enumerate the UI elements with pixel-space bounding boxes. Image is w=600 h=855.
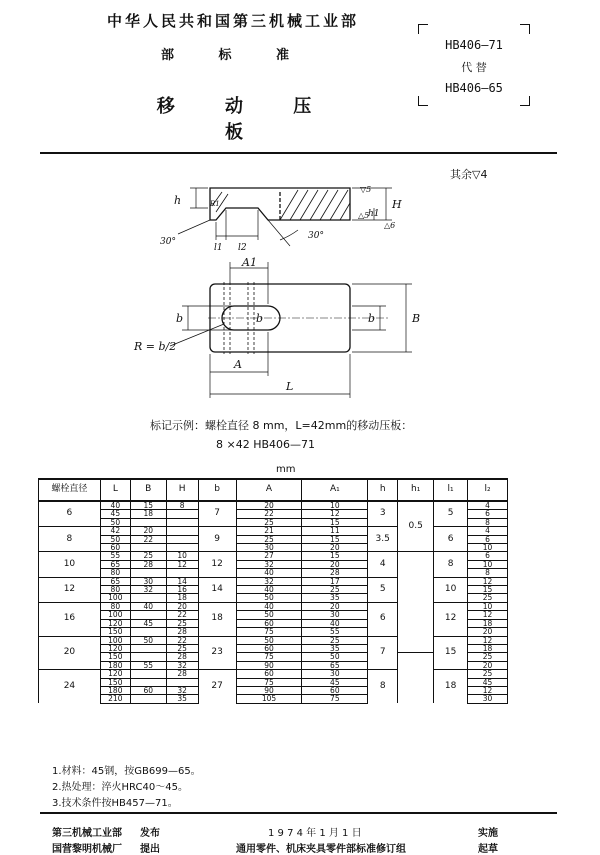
table-cell: 8 — [468, 569, 508, 577]
table-cell: 20 — [468, 628, 508, 636]
table-cell: 12 — [302, 510, 368, 518]
table-cell: 100 — [100, 594, 130, 602]
label-A1: A1 — [242, 256, 257, 269]
table-cell: 6 — [468, 535, 508, 543]
table-cell: 16 — [166, 586, 198, 594]
table-header-row — [39, 479, 508, 501]
table-cell: 22 — [166, 611, 198, 619]
table-cell: 40 — [130, 602, 166, 610]
label-roughness-5: ▽5 — [360, 185, 372, 194]
table-cell: 80 — [100, 569, 130, 577]
table-cell: 5 — [434, 501, 468, 527]
table-cell: 18 — [468, 644, 508, 652]
table-cell: 55 — [130, 661, 166, 669]
table-cell: 15 — [302, 535, 368, 543]
col-h: h — [368, 479, 398, 501]
table-cell: 15 — [434, 636, 468, 670]
label-angle-left: 30° — [160, 237, 176, 247]
table-cell: 12 — [468, 611, 508, 619]
table-cell: 25 — [468, 594, 508, 602]
col-b: b — [198, 479, 236, 501]
table-cell — [398, 552, 434, 653]
table-cell: 3 — [368, 501, 398, 527]
table-cell: 30 — [236, 544, 302, 552]
effective-label: 实施 — [478, 828, 498, 839]
table-cell: 10 — [468, 602, 508, 610]
table-cell: 150 — [100, 628, 130, 636]
table-row — [39, 527, 508, 535]
table-cell — [166, 569, 198, 577]
standard-code: HB406—71 — [445, 38, 503, 52]
table-cell: 80 — [100, 602, 130, 610]
table-cell: 40 — [236, 569, 302, 577]
table-cell: 65 — [100, 560, 130, 568]
table-cell: 12 — [198, 552, 236, 577]
table-cell: 8 — [368, 670, 398, 704]
marking-example — [150, 416, 412, 454]
table-cell: 15 — [130, 501, 166, 510]
table-cell: 75 — [236, 628, 302, 636]
table-cell: 210 — [100, 695, 130, 703]
label-l1: l1 — [214, 243, 223, 253]
table-cell: 12 — [39, 577, 101, 602]
organization-name: 中华人民共和国第三机械工业部 — [106, 12, 359, 30]
table-cell: 12 — [468, 577, 508, 585]
table-cell: 16 — [39, 602, 101, 636]
table-cell: 15 — [302, 552, 368, 560]
table-cell: 12 — [468, 636, 508, 644]
table-cell: 50 — [236, 594, 302, 602]
table-cell: 28 — [166, 628, 198, 636]
table-cell: 30 — [130, 577, 166, 585]
note-material: 1.材料：45钢，按GB699—65。 — [52, 766, 201, 777]
table-cell: 25 — [468, 670, 508, 678]
table-cell — [166, 510, 198, 518]
table-cell: 25 — [302, 636, 368, 644]
table-cell: 6 — [468, 552, 508, 560]
table-cell: 18 — [468, 619, 508, 627]
table-cell: 32 — [236, 560, 302, 568]
table-cell: 25 — [166, 619, 198, 627]
label-R1: R1 — [210, 200, 220, 208]
table-cell: 55 — [100, 552, 130, 560]
table-cell: 35 — [302, 594, 368, 602]
table-cell: 5 — [368, 577, 398, 602]
table-cell: 14 — [198, 577, 236, 602]
table-cell: 50 — [236, 636, 302, 644]
table-cell: 45 — [100, 510, 130, 518]
table-cell: 60 — [100, 544, 130, 552]
table-cell — [166, 518, 198, 526]
table-cell: 6 — [434, 527, 468, 552]
table-cell: 4 — [468, 527, 508, 535]
draft-label: 起草 — [478, 844, 498, 855]
table-cell: 40 — [100, 501, 130, 510]
table-cell: 22 — [166, 636, 198, 644]
table-cell: 28 — [166, 653, 198, 661]
technical-drawing — [130, 178, 450, 408]
table-cell: 25 — [236, 518, 302, 526]
table-cell: 0.5 — [398, 501, 434, 552]
col-bolt-diameter: 螺栓直径 — [39, 479, 101, 501]
table-cell: 45 — [468, 678, 508, 686]
table-cell: 65 — [302, 661, 368, 669]
table-cell: 10 — [302, 501, 368, 510]
roughness-note: 其余▽4 — [450, 168, 488, 181]
table-cell: 20 — [39, 636, 101, 670]
table-cell: 60 — [302, 686, 368, 694]
table-cell: 20 — [236, 501, 302, 510]
table-cell: 8 — [468, 518, 508, 526]
table-cell: 28 — [130, 560, 166, 568]
drafting-group: 通用零件、机床夹具零件部标准修订组 — [236, 844, 406, 855]
table-cell: 42 — [100, 527, 130, 535]
note-heat-treatment: 2.热处理：淬火HRC40～45。 — [52, 782, 188, 793]
issue-label: 发布 — [140, 828, 160, 839]
table-unit: mm — [276, 464, 296, 475]
table-cell: 90 — [236, 686, 302, 694]
replaced-code: HB406—65 — [445, 81, 503, 95]
table-cell: 18 — [434, 670, 468, 704]
table-cell: 50 — [236, 611, 302, 619]
table-cell: 75 — [236, 653, 302, 661]
table-cell: 15 — [468, 586, 508, 594]
table-cell: 100 — [100, 636, 130, 644]
table-cell: 55 — [302, 628, 368, 636]
label-b-right: b — [368, 312, 376, 325]
table-cell: 120 — [100, 619, 130, 627]
example-line-2: 8 ×42 HB406—71 — [216, 438, 316, 451]
label-h: h — [174, 194, 182, 207]
table-cell: 4 — [468, 501, 508, 510]
table-cell: 20 — [130, 527, 166, 535]
table-cell: 60 — [236, 619, 302, 627]
label-angle-right: 30° — [308, 231, 324, 241]
table-cell: 10 — [166, 552, 198, 560]
table-cell — [398, 653, 434, 703]
table-cell: 80 — [100, 586, 130, 594]
table-cell: 23 — [198, 636, 236, 670]
issuer: 第三机械工业部 — [52, 828, 122, 839]
table-cell: 32 — [130, 586, 166, 594]
table-cell: 180 — [100, 661, 130, 669]
label-R: R = b/2 — [134, 340, 177, 353]
table-cell — [130, 644, 166, 652]
col-H: H — [166, 479, 198, 501]
table-cell: 35 — [166, 695, 198, 703]
col-h1: h₁ — [398, 479, 434, 501]
table-cell: 28 — [302, 569, 368, 577]
table-cell: 8 — [166, 501, 198, 510]
table-cell: 25 — [302, 586, 368, 594]
table-cell: 40 — [236, 586, 302, 594]
table-cell — [166, 535, 198, 543]
table-cell: 28 — [166, 670, 198, 678]
table-cell: 45 — [302, 678, 368, 686]
table-cell — [130, 670, 166, 678]
label-b-left: b — [176, 312, 184, 325]
table-cell: 27 — [236, 552, 302, 560]
table-cell: 18 — [198, 602, 236, 636]
table-cell: 50 — [302, 653, 368, 661]
table-cell: 21 — [236, 527, 302, 535]
table-cell: 12 — [468, 686, 508, 694]
col-l1: l₁ — [434, 479, 468, 501]
issue-date: 1 9 7 4 年 1 月 1 日 — [268, 828, 362, 839]
table-cell: 40 — [302, 619, 368, 627]
table-cell: 20 — [468, 661, 508, 669]
table-cell: 20 — [166, 602, 198, 610]
document-title: 移 动 压 板 — [156, 96, 334, 143]
table-cell — [130, 569, 166, 577]
table-cell: 60 — [236, 644, 302, 652]
technical-notes — [52, 764, 201, 812]
drawing-labels — [133, 185, 420, 393]
standard-code-box — [418, 24, 530, 106]
replaces-label: 代 替 — [461, 61, 487, 74]
table-cell: 30 — [302, 670, 368, 678]
table-cell: 6 — [368, 602, 398, 636]
table-cell: 18 — [130, 510, 166, 518]
table-cell: 10 — [468, 544, 508, 552]
table-cell — [166, 527, 198, 535]
label-L: L — [286, 380, 294, 393]
table-cell — [130, 653, 166, 661]
table-cell: 120 — [100, 644, 130, 652]
table-cell: 22 — [130, 535, 166, 543]
table-cell: 4 — [368, 552, 398, 577]
col-B: B — [130, 479, 166, 501]
label-delta-6: △6 — [384, 221, 396, 230]
table-cell: 12 — [166, 560, 198, 568]
label-H: H — [392, 198, 402, 211]
table-cell: 50 — [100, 518, 130, 526]
propose-label: 提出 — [140, 844, 160, 855]
table-cell: 17 — [302, 577, 368, 585]
table-cell: 25 — [468, 653, 508, 661]
table-cell: 25 — [236, 535, 302, 543]
table-cell: 12 — [434, 602, 468, 636]
table-cell: 25 — [130, 552, 166, 560]
label-B: B — [412, 312, 421, 325]
table-cell: 150 — [100, 678, 130, 686]
table-cell: 11 — [302, 527, 368, 535]
table-cell: 20 — [302, 544, 368, 552]
table-row — [39, 670, 508, 678]
table-cell: 6 — [468, 510, 508, 518]
table-cell: 27 — [198, 670, 236, 704]
table-cell: 18 — [166, 594, 198, 602]
table-cell: 7 — [368, 636, 398, 670]
col-A1: A₁ — [302, 479, 368, 501]
table-cell: 8 — [434, 552, 468, 577]
table-cell: 180 — [100, 686, 130, 694]
table-cell: 20 — [302, 602, 368, 610]
table-cell: 60 — [130, 686, 166, 694]
table-cell: 105 — [236, 695, 302, 703]
label-A: A — [234, 358, 242, 371]
dimension-table — [38, 478, 508, 704]
proposer: 国营黎明机械厂 — [52, 844, 122, 855]
label-delta-5: △5 — [358, 211, 370, 220]
col-l2: l₂ — [468, 479, 508, 501]
table-cell: 10 — [39, 552, 101, 577]
table-cell: 7 — [198, 501, 236, 527]
table-cell: 35 — [302, 644, 368, 652]
col-A: A — [236, 479, 302, 501]
col-L: L — [100, 479, 130, 501]
table-cell: 65 — [100, 577, 130, 585]
label-h1: h1 — [368, 209, 380, 219]
table-cell: 24 — [39, 670, 101, 704]
table-cell: 32 — [236, 577, 302, 585]
standard-type: 部 标 准 — [160, 48, 310, 63]
table-cell: 14 — [166, 577, 198, 585]
table-cell: 10 — [468, 560, 508, 568]
table-cell: 30 — [468, 695, 508, 703]
table-cell: 75 — [236, 678, 302, 686]
table-cell: 40 — [236, 602, 302, 610]
table-cell: 9 — [198, 527, 236, 552]
table-cell: 90 — [236, 661, 302, 669]
table-cell: 60 — [236, 670, 302, 678]
table-cell — [130, 611, 166, 619]
table-cell: 45 — [130, 619, 166, 627]
table-cell: 10 — [434, 577, 468, 602]
table-cell: 20 — [302, 560, 368, 568]
table-cell: 75 — [302, 695, 368, 703]
table-cell: 15 — [302, 518, 368, 526]
table-cell: 6 — [39, 501, 101, 527]
table-cell: 32 — [166, 686, 198, 694]
table-cell: 3.5 — [368, 527, 398, 552]
header-divider — [40, 152, 557, 154]
table-cell: 50 — [100, 535, 130, 543]
label-b-slot: b — [256, 312, 264, 325]
table-cell: 150 — [100, 653, 130, 661]
table-cell: 100 — [100, 611, 130, 619]
top-view — [170, 262, 412, 398]
footer-divider — [40, 812, 557, 814]
table-cell — [130, 628, 166, 636]
table-cell: 50 — [130, 636, 166, 644]
note-technical-conditions: 3.技术条件按HB457—71。 — [52, 798, 178, 809]
table-cell: 22 — [236, 510, 302, 518]
table-cell: 120 — [100, 670, 130, 678]
table-cell: 25 — [166, 644, 198, 652]
label-l2: l2 — [238, 243, 247, 253]
table-cell — [130, 695, 166, 703]
table-cell: 32 — [166, 661, 198, 669]
table-cell: 30 — [302, 611, 368, 619]
table-cell: 8 — [39, 527, 101, 552]
example-line-1: 标记示例：螺栓直径 8 mm，L=42mm的移动压板： — [150, 419, 413, 432]
